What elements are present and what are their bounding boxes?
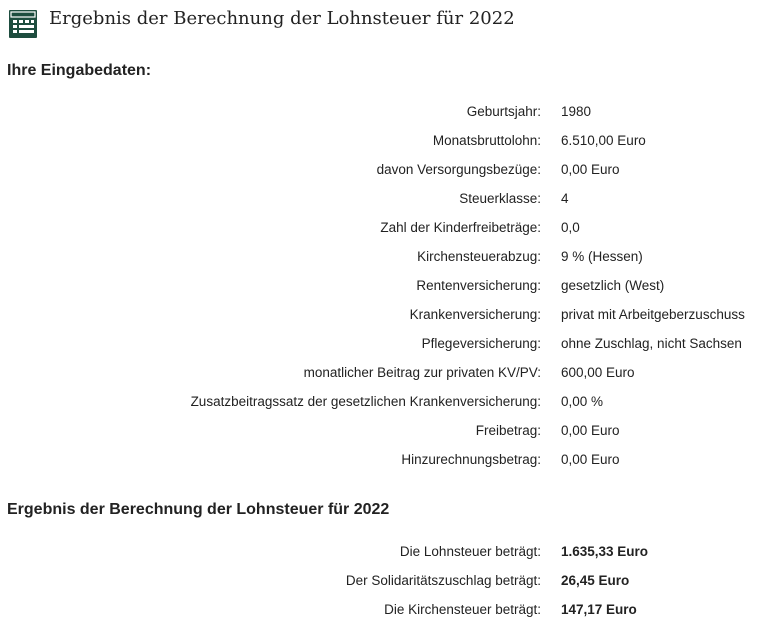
church-tax-result-label: Die Kirchensteuer beträgt: [384,602,541,617]
input-row-church-tax [0,247,768,276]
input-row-private-contribution [0,363,768,392]
result-row-church-tax [0,600,768,629]
input-row-addition-amount [0,450,768,479]
pension-insurance-value: gesetzlich (West) [561,278,665,293]
result-section-title: Ergebnis der Berechnung der Lohnsteuer für 2022 [7,501,390,518]
inputs-list [0,102,768,479]
input-row-child-allowances [0,218,768,247]
input-row-health-insurance [0,305,768,334]
church-tax-value: 9 % (Hessen) [561,249,643,264]
additional-contribution-rate-value: 0,00 % [561,394,604,409]
calculator-icon [9,10,37,38]
tax-class-value: 4 [561,191,569,206]
input-row-pension-benefits [0,160,768,189]
result-list [0,542,768,629]
input-row-tax-class [0,189,768,218]
child-allowances-value: 0,0 [561,220,580,235]
birth-year-value: 1980 [561,104,592,119]
wage-tax-value: 1.635,33 Euro [561,544,649,559]
addition-amount-value: 0,00 Euro [561,452,620,467]
church-tax-label: Kirchensteuerabzug: [417,249,541,264]
addition-amount-label: Hinzurechnungsbetrag: [401,452,541,467]
private-contribution-label: monatlicher Beitrag zur privaten KV/PV: [303,365,541,380]
church-tax-result-value: 147,17 Euro [561,602,637,617]
solidarity-surcharge-value: 26,45 Euro [561,573,630,588]
health-insurance-label: Krankenversicherung: [409,307,541,322]
inputs-section-title: Ihre Eingabedaten: [7,62,152,79]
input-row-birth-year [0,102,768,131]
gross-salary-label: Monatsbruttolohn: [432,133,541,148]
input-row-gross-salary [0,131,768,160]
tax-class-label: Steuerklasse: [459,191,541,206]
wage-tax-label: Die Lohnsteuer beträgt: [399,544,541,559]
result-row-wage-tax [0,542,768,571]
solidarity-surcharge-label: Der Solidaritätszuschlag beträgt: [345,573,541,588]
pension-benefits-label: davon Versorgungsbezüge: [376,162,541,177]
input-row-additional-contribution-rate [0,392,768,421]
page-title: Ergebnis der Berechnung der Lohnsteuer für 2022 [49,8,515,29]
care-insurance-label: Pflegeversicherung: [421,336,541,351]
health-insurance-value: privat mit Arbeitgeberzuschuss [561,307,745,322]
gross-salary-value: 6.510,00 Euro [561,133,646,148]
pension-insurance-label: Rentenversicherung: [416,278,541,293]
private-contribution-value: 600,00 Euro [561,365,635,380]
pension-benefits-value: 0,00 Euro [561,162,620,177]
allowance-value: 0,00 Euro [561,423,620,438]
child-allowances-label: Zahl der Kinderfreibeträge: [380,220,541,235]
result-row-solidarity-surcharge [0,571,768,600]
input-row-allowance [0,421,768,450]
page-header [0,0,768,40]
care-insurance-value: ohne Zuschlag, nicht Sachsen [561,336,742,351]
allowance-label: Freibetrag: [475,423,541,438]
birth-year-label: Geburtsjahr: [466,104,541,119]
input-row-care-insurance [0,334,768,363]
input-row-pension-insurance [0,276,768,305]
additional-contribution-rate-label: Zusatzbeitragssatz der gesetzlichen Krankenversicherung: [190,394,541,409]
